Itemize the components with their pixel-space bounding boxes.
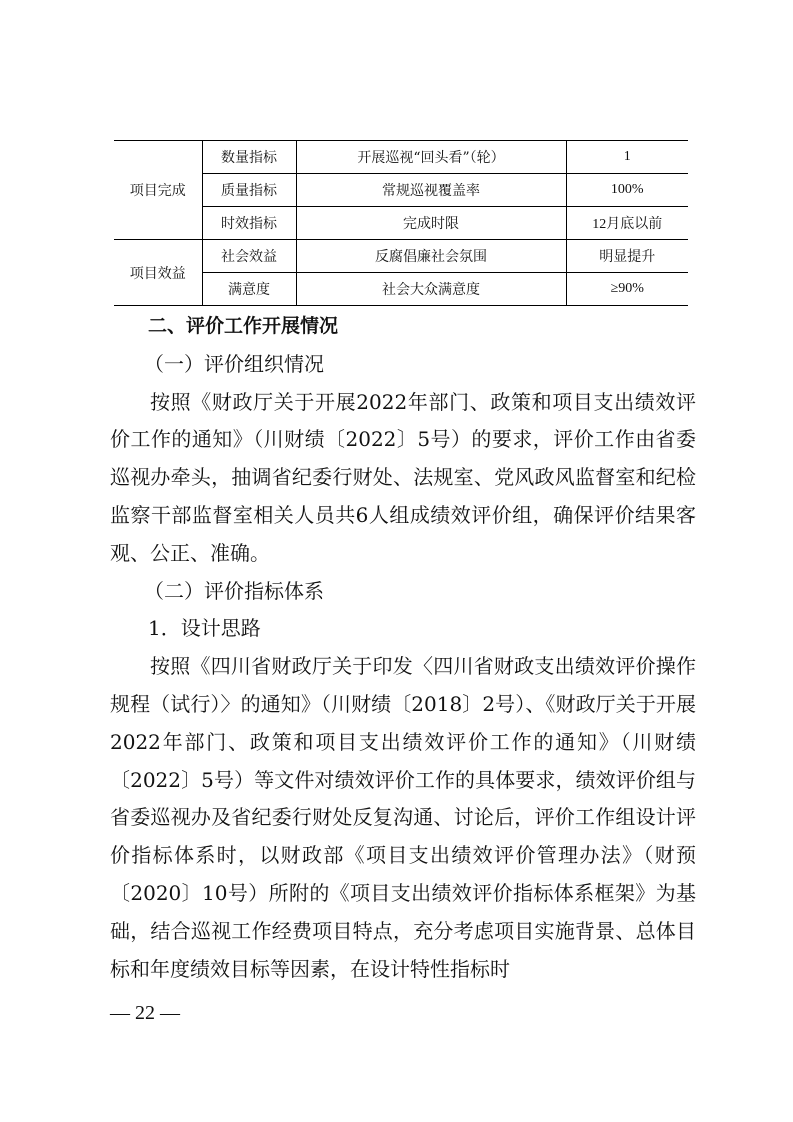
table-row bbox=[114, 141, 688, 174]
value-cell: ≥90% bbox=[566, 273, 688, 306]
content-cell: 常规巡视覆盖率 bbox=[296, 174, 566, 207]
section-title: 二、评价工作开展情况 bbox=[148, 315, 339, 337]
document-body bbox=[110, 308, 696, 988]
content-cell: 反腐倡廉社会氛围 bbox=[296, 240, 566, 273]
indicator-cell: 质量指标 bbox=[202, 174, 296, 207]
subsection-heading: （二）评价指标体系 bbox=[144, 578, 324, 603]
category-cell: 项目完成 bbox=[114, 141, 202, 240]
indicator-cell: 时效指标 bbox=[202, 207, 296, 240]
indicator-cell: 社会效益 bbox=[202, 240, 296, 273]
value-cell: 12月底以前 bbox=[566, 207, 688, 240]
category-cell: 项目效益 bbox=[114, 240, 202, 306]
content-cell: 完成时限 bbox=[296, 207, 566, 240]
page-number: — 22 — bbox=[110, 1002, 180, 1024]
content-cell: 开展巡视“回头看”（轮） bbox=[296, 141, 566, 174]
value-cell: 明显提升 bbox=[566, 240, 688, 273]
subsection-heading: （一）评价组织情况 bbox=[144, 351, 324, 376]
indicator-cell: 数量指标 bbox=[202, 141, 296, 174]
content-cell: 社会大众满意度 bbox=[296, 273, 566, 306]
indicator-table bbox=[114, 140, 688, 306]
value-cell: 100% bbox=[566, 174, 688, 207]
value-cell: 1 bbox=[566, 141, 688, 174]
paragraph: 按照《财政厅关于开展2022年部门、政策和项目支出绩效评价工作的通知》（川财绩〔2022〕5号）的要求，评价工作由省委巡视办牵头，抽调省纪委行财处、法规室、党风政风监督室和纪检监察干部监督室相关人员共6人组成绩效评价组，确保评价结果客观、公正、准确。 bbox=[110, 389, 696, 565]
paragraph: 按照《四川省财政厅关于印发〈四川省财政支出绩效评价操作规程（试行）〉的通知》（川财绩〔2018〕2号）、《财政厅关于开展2022年部门、政策和项目支出绩效评价工作的通知》（川财绩〔2022〕5号）等文件对绩效评价工作的具体要求，绩效评价组与省委巡视办及省纪委行财处反复沟通、讨论后，评价工作组设计评价指标体系时，以财政部《项目支出绩效评价管理办法》（财预〔2020〕10号）所附的《项目支出绩效评价指标体系框架》为基础，结合巡视工作经费项目特点，充分考虑项目实施背景、总体目标和年度绩效目标等因素，在设计特性指标时 bbox=[110, 654, 696, 981]
table-row bbox=[114, 240, 688, 273]
sub-subsection-heading: 1．设计思路 bbox=[148, 616, 261, 641]
indicator-cell: 满意度 bbox=[202, 273, 296, 306]
